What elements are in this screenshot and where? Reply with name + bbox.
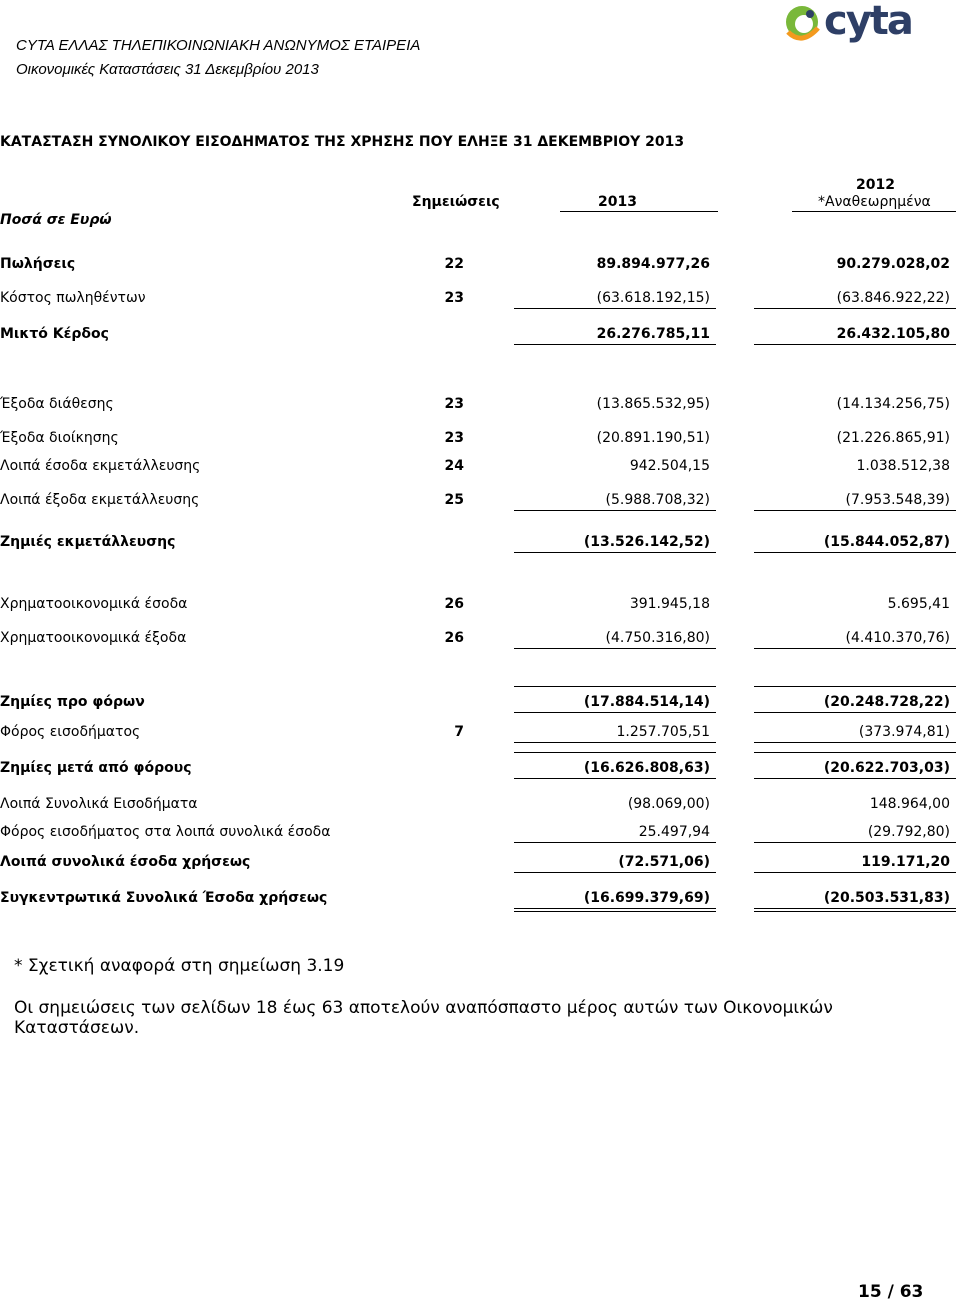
value-2013: 89.894.977,26: [596, 256, 710, 272]
company-name: CYTA ΕΛΛΑΣ ΤΗΛΕΠΙΚΟΙΝΩΝΙΑΚΗ ΑΝΩΝΥΜΟΣ ΕΤΑΙΡΕΙΑ: [16, 37, 421, 54]
row-label: Έξοδα διάθεσης: [0, 396, 114, 412]
logo-swirl-icon: [780, 2, 826, 46]
rule-2013: [514, 648, 716, 649]
row-note: 23: [444, 396, 464, 412]
row-label: Ζημίες μετά από φόρους: [0, 760, 192, 776]
value-2013: (5.988.708,32): [605, 492, 710, 508]
rule-2012: [754, 908, 956, 909]
table-row: [0, 796, 960, 814]
value-2013: (13.865.532,95): [596, 396, 710, 412]
table-row: [0, 760, 960, 778]
rule-2012: [754, 742, 956, 743]
value-2012: (29.792,80): [867, 824, 950, 840]
row-label: Λοιπά έξοδα εκμετάλλευσης: [0, 492, 200, 508]
amounts-label: Ποσά σε Ευρώ: [0, 212, 112, 228]
rule-2013: [514, 712, 716, 713]
rule-2013: [514, 552, 716, 553]
table-row: [0, 630, 960, 648]
value-2013: 25.497,94: [638, 824, 710, 840]
rule-2013: [514, 778, 716, 779]
rule-2013: [514, 686, 716, 687]
col-2013-header: 2013: [598, 194, 637, 210]
rule-2012: [754, 344, 956, 345]
row-label: Λοιπά Συνολικά Εισοδήματα: [0, 796, 198, 812]
value-2013: 391.945,18: [629, 596, 710, 612]
rule-2013: [514, 742, 716, 743]
table-row: [0, 854, 960, 872]
rule-2013: [514, 752, 716, 753]
rule-2012: [754, 752, 956, 753]
col-notes-header: Σημειώσεις: [412, 194, 500, 210]
rule-2012: [754, 552, 956, 553]
row-label: Λοιπά έσοδα εκμετάλλευσης: [0, 458, 201, 474]
value-2013: (4.750.316,80): [605, 630, 710, 646]
double-rule-2013: [514, 911, 716, 912]
header-underline-2013: [560, 211, 718, 212]
value-2013: (16.699.379,69): [583, 890, 710, 906]
value-2012: (15.844.052,87): [823, 534, 950, 550]
row-note: 26: [444, 630, 464, 646]
value-2012: 1.038.512,38: [856, 458, 950, 474]
footnote-revised: * Σχετική αναφορά στη σημείωση 3.19: [14, 956, 345, 976]
value-2013: 26.276.785,11: [596, 326, 710, 342]
logo-wordmark: cyta: [824, 0, 912, 44]
rule-2012: [754, 778, 956, 779]
row-label: Κόστος πωληθέντων: [0, 290, 146, 306]
row-label: Ζημίες προ φόρων: [0, 694, 145, 710]
row-label: Μικτό Κέρδος: [0, 326, 109, 342]
rule-2013: [514, 872, 716, 873]
row-label: Ζημιές εκμετάλλευσης: [0, 534, 176, 550]
table-row: [0, 326, 960, 344]
table-row: [0, 824, 960, 842]
rule-2012: [754, 308, 956, 309]
value-2012: (7.953.548,39): [845, 492, 950, 508]
value-2013: (20.891.190,51): [596, 430, 710, 446]
rule-2013: [514, 308, 716, 309]
value-2013: (72.571,06): [618, 854, 710, 870]
value-2013: 1.257.705,51: [616, 724, 710, 740]
page-number: 15 / 63: [858, 1282, 924, 1302]
value-2013: (98.069,00): [627, 796, 710, 812]
row-note: 23: [444, 430, 464, 446]
cyta-logo: [780, 2, 920, 46]
header-underline-2012: [792, 211, 956, 212]
value-2012: (14.134.256,75): [836, 396, 950, 412]
table-row: [0, 890, 960, 908]
row-label: Φόρος εισοδήματος στα λοιπά συνολικά έσοδα: [0, 824, 331, 840]
row-label: Έξοδα διοίκησης: [0, 430, 119, 446]
table-row: [0, 396, 960, 414]
rule-2012: [754, 510, 956, 511]
rule-2013: [514, 842, 716, 843]
value-2012: (63.846.922,22): [836, 290, 950, 306]
row-label: Λοιπά συνολικά έσοδα χρήσεως: [0, 854, 251, 870]
table-row: [0, 724, 960, 742]
value-2012: (20.622.703,03): [823, 760, 950, 776]
row-note: 23: [444, 290, 464, 306]
value-2012: (20.248.728,22): [823, 694, 950, 710]
value-2013: (13.526.142,52): [583, 534, 710, 550]
row-note: 7: [454, 724, 464, 740]
row-note: 26: [444, 596, 464, 612]
value-2013: (17.884.514,14): [583, 694, 710, 710]
rule-2013: [514, 510, 716, 511]
value-2013: (16.626.808,63): [583, 760, 710, 776]
row-label: Συγκεντρωτικά Συνολικά Έσοδα χρήσεως: [0, 890, 328, 906]
row-note: 22: [444, 256, 464, 272]
report-subtitle: Οικονομικές Καταστάσεις 31 Δεκεμβρίου 2013: [16, 61, 319, 78]
row-label: Χρηματοοικονομικά έσοδα: [0, 596, 188, 612]
value-2012: 90.279.028,02: [836, 256, 950, 272]
value-2013: 942.504,15: [629, 458, 710, 474]
rule-2012: [754, 648, 956, 649]
table-row: [0, 492, 960, 510]
value-2012: 5.695,41: [887, 596, 950, 612]
row-label: Πωλήσεις: [0, 256, 76, 272]
table-row: [0, 256, 960, 274]
row-note: 25: [444, 492, 464, 508]
rule-2013: [514, 344, 716, 345]
row-note: 24: [444, 458, 464, 474]
value-2012: 119.171,20: [861, 854, 950, 870]
col-2012-revised: *Αναθεωρημένα: [818, 194, 931, 210]
value-2012: 148.964,00: [869, 796, 950, 812]
value-2013: (63.618.192,15): [596, 290, 710, 306]
statement-title: ΚΑΤΑΣΤΑΣΗ ΣΥΝΟΛΙΚΟΥ ΕΙΣΟΔΗΜΑΤΟΣ ΤΗΣ ΧΡΗΣΗΣ ΠΟΥ ΕΛΗΞΕ 31 ΔΕΚΕΜΒΡΙΟΥ 2013: [0, 134, 685, 150]
row-label: Χρηματοοικονομικά έξοδα: [0, 630, 187, 646]
table-row: [0, 694, 960, 712]
value-2012: (4.410.370,76): [845, 630, 950, 646]
row-label: Φόρος εισοδήματος: [0, 724, 141, 740]
table-row: [0, 458, 960, 476]
rule-2012: [754, 686, 956, 687]
table-row: [0, 596, 960, 614]
footnote-integral: Οι σημειώσεις των σελίδων 18 έως 63 αποτελούν αναπόσπαστο μέρος αυτών των Οικονομικών Καταστάσεων.: [14, 998, 833, 1038]
rule-2012: [754, 872, 956, 873]
table-row: [0, 430, 960, 448]
table-row: [0, 534, 960, 552]
value-2012: (20.503.531,83): [823, 890, 950, 906]
value-2012: 26.432.105,80: [836, 326, 950, 342]
double-rule-2012: [754, 911, 956, 912]
table-row: [0, 290, 960, 308]
col-2012-year: 2012: [856, 177, 895, 193]
rule-2012: [754, 842, 956, 843]
rule-2013: [514, 908, 716, 909]
value-2012: (373.974,81): [858, 724, 950, 740]
rule-2012: [754, 712, 956, 713]
value-2012: (21.226.865,91): [836, 430, 950, 446]
